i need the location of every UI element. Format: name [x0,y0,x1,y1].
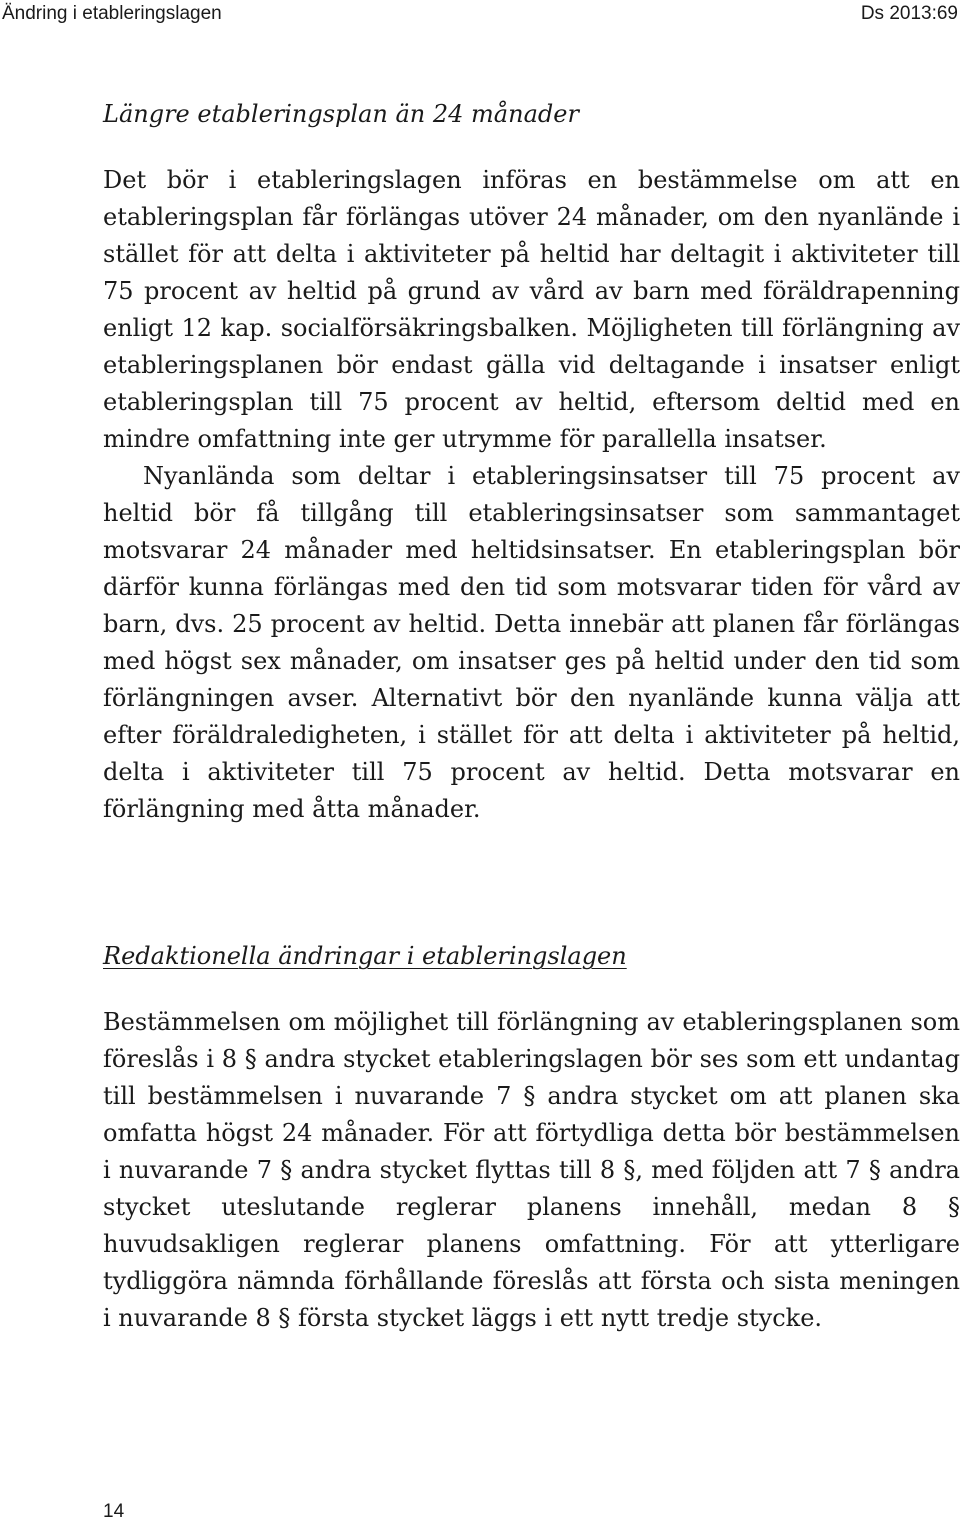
section-editorial-changes [103,938,960,1337]
body-paragraph: Bestämmelsen om möjlighet till förlängning av etableringsplanen som föreslås i 8 § andra stycket etableringslagen bör ses som ett undantag till bestämmelsen i nuvarande 7 § andra stycket om att planen ska omfatta högst 24 månader. För att förtydliga detta bör bestämmelsen i nuvarande 7 § andra stycket flyttas till 8 §, med följden att 7 § andra stycket uteslutande reglerar planens innehåll, medan 8 § huvudsakligen reglerar planens omfattning. För att ytterligare tydliggöra nämnda förhållande föreslås att första och sista meningen i nuvarande 8 § första stycket läggs i ett nytt tredje stycke. [103,1008,960,1332]
document-reference: Ds 2013:69 [860,3,958,24]
body-paragraph: Det bör i etableringslagen införas en bestämmelse om att en etableringsplan får förlängas utöver 24 månader, om den nyanlände i stället för att delta i aktiviteter på heltid har deltagit i aktiviteter till 75 procent av heltid på grund av vård av barn med föräldrapenning enligt 12 kap. socialförsäkringsbalken. Möjligheten till förlängning av etableringsplanen bör endast gälla vid deltagande i insatser enligt etableringsplan till 75 procent av heltid, eftersom deltid med en mindre omfattning inte ger utrymme för parallella insatser. [103,166,960,453]
section-heading: Längre etableringsplan än 24 månader [103,100,579,128]
section-longer-plan [103,96,960,828]
section-heading: Redaktionella ändringar i etableringslagen [103,942,627,970]
document-title: Ändring i etableringslagen [2,3,222,24]
body-paragraph: Nyanlända som deltar i etableringsinsatser till 75 procent av heltid bör få tillgång till etableringsinsatser som sammantaget motsvarar 24 månader med heltidsinsatser. En etableringsplan bör därför kunna förlängas med den tid som motsvarar tiden för vård av barn, dvs. 25 procent av heltid. Detta innebär att planen får förlängas med högst sex månader, om insatser ges på heltid under den tid som förlängningen avser. Alternativt bör den nyanlände kunna välja att efter föräldraledigheten, i stället för att delta i aktiviteter på heltid, delta i aktiviteter till 75 procent av heltid. Detta motsvarar en förlängning med åtta månader. [103,462,960,823]
running-header [0,0,960,28]
page-number: 14 [103,1501,125,1522]
